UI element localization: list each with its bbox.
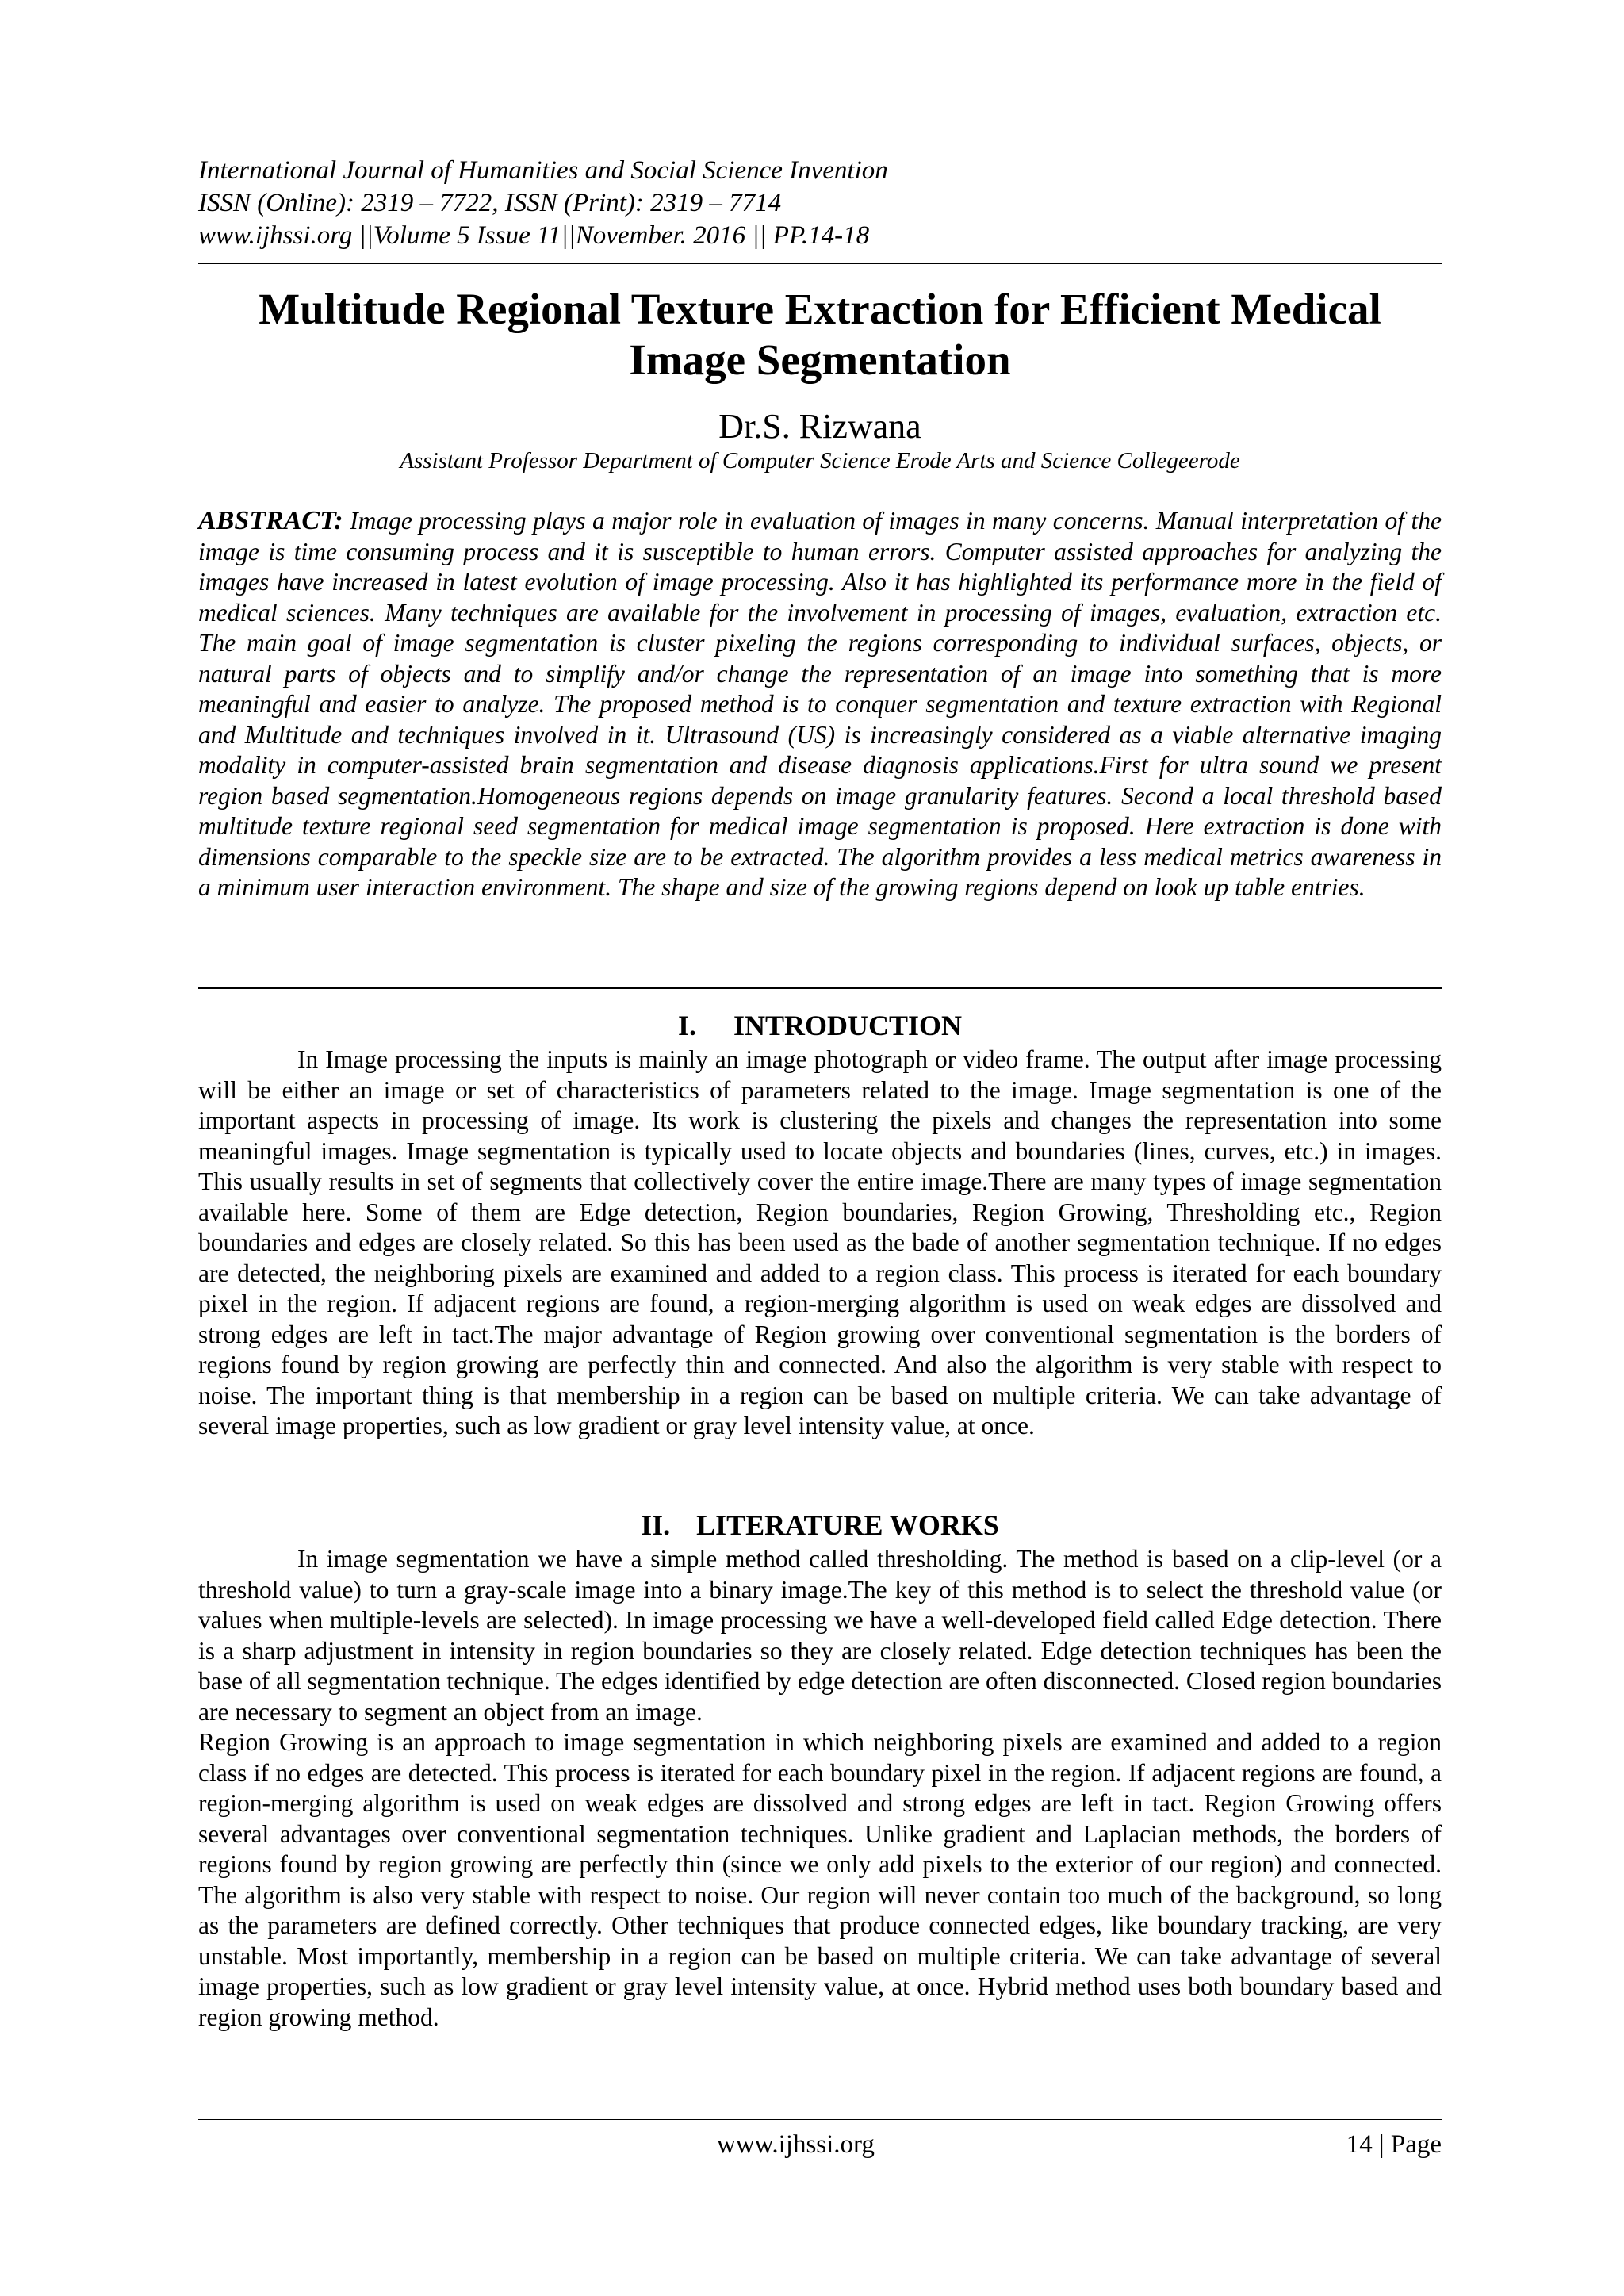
paper-title-line-1: Multitude Regional Texture Extraction for Efficient Medical <box>259 285 1381 333</box>
journal-volume-line: www.ijhssi.org ||Volume 5 Issue 11||November. 2016 || PP.14-18 <box>198 221 870 250</box>
author-affiliation: Assistant Professor Department of Computer Science Erode Arts and Science Collegeerode <box>400 448 1240 473</box>
paragraph: In image segmentation we have a simple method called thresholding. The method is based on a clip-level (or a threshold value) to turn a gray-scale image into a binary image.The key of this method is to select the threshold value (or values when multiple-levels are selected). In image processing we have a well-developed field called Edge detection. There is a sharp adjustment in intensity in region boundaries so they are closely related. Edge detection techniques has been the base of all segmentation technique. The edges identified by edge detection are often disconnected. Closed region boundaries are necessary to segment an object from an image. <box>198 1545 1442 1726</box>
section-heading: INTRODUCTION <box>733 1010 963 1041</box>
section-number: II. <box>641 1509 671 1541</box>
section-introduction-heading <box>198 1008 1442 1043</box>
paper-title <box>198 284 1442 385</box>
abstract-text: Image processing plays a major role in evaluation of images in many concerns. Manual interpretation of the image is time consuming process and it is susceptible to human errors. Computer assisted approaches for analyzing the images have increased in latest evolution of image processing. Also it has highlighted its performance more in the field of medical sciences. Many techniques are available for the involvement in processing of images, evaluation, extraction etc. The main goal of image segmentation is cluster pixeling the regions corresponding to individual surfaces, objects, or natural parts of objects and to simplify and/or change the representation of an image into something that is more meaningful and easier to analyze. The proposed method is to conquer segmentation and texture extraction with Regional and Multitude and techniques involved in it. Ultrasound (US) is increasingly considered as a viable alternative imaging modality in computer-assisted brain segmentation and disease diagnosis applications.First for ultra sound we present region based segmentation.Homogeneous regions depends on image granularity features. Second a local threshold based multitude texture regional seed segmentation for medical image segmentation is proposed. Here extraction is done with dimensions comparable to the speckle size are to be extracted. The algorithm provides a less medical metrics awareness in a minimum user interaction environment. The shape and size of the growing regions depend on look up table entries. <box>198 507 1442 901</box>
footer-url: www.ijhssi.org <box>717 2130 875 2159</box>
section-heading: LITERATURE WORKS <box>696 1509 999 1541</box>
paper-title-line-2: Image Segmentation <box>629 335 1011 384</box>
section-literature-works-body <box>198 1544 1442 2033</box>
section-literature-works-heading <box>198 1508 1442 1543</box>
header-divider <box>198 263 1442 264</box>
section-number: I. <box>677 1010 696 1041</box>
abstract-label: ABSTRACT: <box>198 506 343 535</box>
abstract-divider <box>198 987 1442 989</box>
abstract <box>198 506 1442 903</box>
paper-author: Dr.S. Rizwana <box>718 407 921 446</box>
journal-name: International Journal of Humanities and Social Science Invention <box>198 156 888 185</box>
footer-page-number: 14 | Page <box>1346 2130 1442 2159</box>
journal-issn: ISSN (Online): 2319 – 7722, ISSN (Print): 2319 – 7714 <box>198 189 782 217</box>
section-introduction-body <box>198 1045 1442 1442</box>
footer-divider <box>198 2119 1442 2120</box>
paragraph: Region Growing is an approach to image segmentation in which neighboring pixels are examined and added to a region class if no edges are detected. This process is iterated for each boundary pixel in the region. If adjacent regions are found, a region-merging algorithm is used on weak edges are dissolved and strong edges are left in tact. Region Growing offers several advantages over conventional segmentation techniques. Unlike gradient and Laplacian methods, the borders of regions found by region growing are perfectly thin (since we only add pixels to the exterior of our region) and connected. The algorithm is also very stable with respect to noise. Our region will never contain too much of the background, so long as the parameters are defined correctly. Other techniques that produce connected edges, like boundary tracking, are very unstable. Most importantly, membership in a region can be based on multiple criteria. We can take advantage of several image properties, such as low gradient or gray level intensity value, at once. Hybrid method uses both boundary based and region growing method. <box>198 1728 1442 2031</box>
journal-header <box>198 155 1442 252</box>
paragraph: In Image processing the inputs is mainly an image photograph or video frame. The output after image processing will be either an image or set of characteristics of parameters related to the image. Image segmentation is one of the important aspects in processing of image. Its work is clustering the pixels and changes the representation into some meaningful images. Image segmentation is typically used to locate objects and boundaries (lines, curves, etc.) in images. This usually results in set of segments that collectively cover the entire image.There are many types of image segmentation available here. Some of them are Edge detection, Region boundaries, Region Growing, Thresholding etc., Region boundaries and edges are closely related. So this has been used as the bade of another segmentation technique. If no edges are detected, the neighboring pixels are examined and added to a region class. This process is iterated for each boundary pixel in the region. If adjacent regions are found, a region-merging algorithm is used on weak edges are dissolved and strong edges are left in tact.The major advantage of Region growing over conventional segmentation is the borders of regions found by region growing are perfectly thin and connected. And also the algorithm is very stable with respect to noise. The important thing is that membership in a region can be based on multiple criteria. We can take advantage of several image properties, such as low gradient or gray level intensity value, at once. <box>198 1045 1442 1439</box>
